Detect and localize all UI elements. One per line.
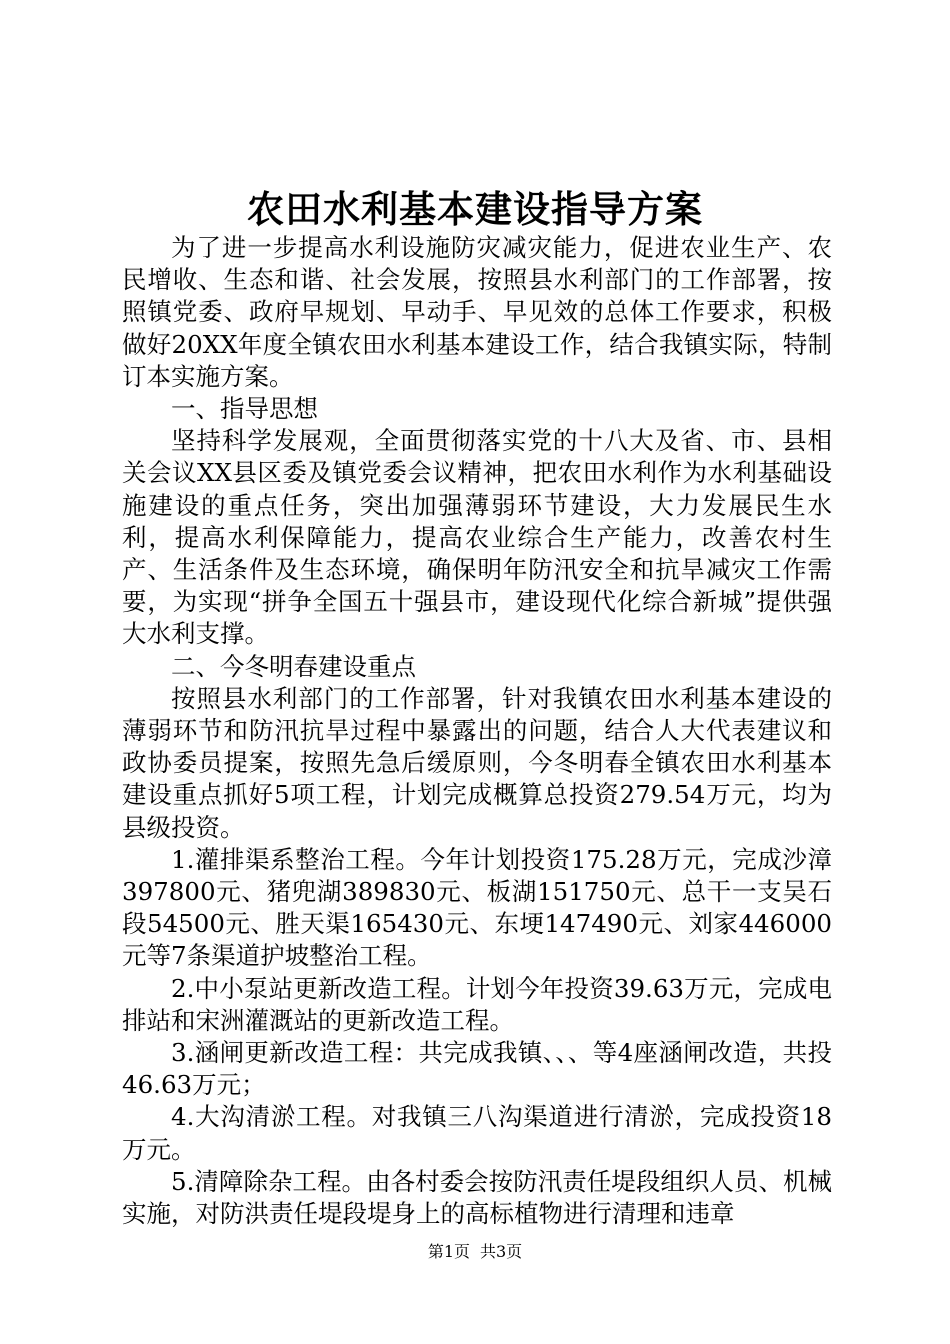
section-heading-guiding-thought: 一、指导思想 (171, 394, 318, 424)
project-item-3: 3.涵闸更新改造工程：共完成我镇、、、等4座涵闸改造，共投46.63万元； (122, 1038, 832, 1100)
key-construction-paragraph: 按照县水利部门的工作部署，针对我镇农田水利基本建设的薄弱环节和防汛抗旱过程中暴露出的问题，结合人大代表建议和政协委员提案，按照先急后缓原则，今冬明春全镇农田水利基本建设重点抓好5项工程，计划完成概算总投资279.54万元，均为县级投资。 (122, 683, 832, 842)
page-total: 共3页 (480, 1242, 523, 1261)
project-item-4: 4.大沟清淤工程。对我镇三八沟渠道进行清淤，完成投资18万元。 (122, 1102, 832, 1164)
project-item-2: 2.中小泵站更新改造工程。计划今年投资39.63万元，完成电排站和宋洲灌溉站的更新改造工程。 (122, 973, 832, 1035)
section-heading-key-construction: 二、今冬明春建设重点 (171, 651, 416, 681)
document-body (122, 232, 832, 1230)
project-item-1: 1.灌排渠系整治工程。今年计划投资175.28万元，完成沙漳397800元、猪兜湖389830元、板湖151750元、总干一支吴石段54500元、胜天渠165430元、东埂147490元、刘家446000元等7条渠道护坡整治工程。 (122, 844, 832, 971)
document-title: 农田水利基本建设指导方案 (247, 187, 703, 231)
intro-paragraph: 为了进一步提高水利设施防灾减灾能力，促进农业生产、农民增收、生态和谐、社会发展，按照县水利部门的工作部署，按照镇党委、政府早规划、早动手、早见效的总体工作要求，积极做好20XX年度全镇农田水利基本建设工作，结合我镇实际，特制订本实施方案。 (122, 233, 832, 391)
page-number: 第1页 (427, 1242, 470, 1261)
project-item-5: 5.清障除杂工程。由各村委会按防汛责任堤段组织人员、机械实施，对防洪责任堤段堤身上的高标植物进行清理和违章 (122, 1166, 832, 1229)
guiding-thought-paragraph: 坚持科学发展观，全面贯彻落实党的十八大及省、市、县相关会议XX县区委及镇党委会议精神，把农田水利作为水利基础设施建设的重点任务，突出加强薄弱环节建设，大力发展民生水利，提高水利保障能力，提高农业综合生产能力，改善农村生产、生活条件及生态环境，确保明年防汛安全和抗旱减灾工作需要，为实现“拼争全国五十强县市，建设现代化综合新城”提供强大水利支撑。 (122, 426, 832, 649)
page-footer (0, 1240, 950, 1264)
